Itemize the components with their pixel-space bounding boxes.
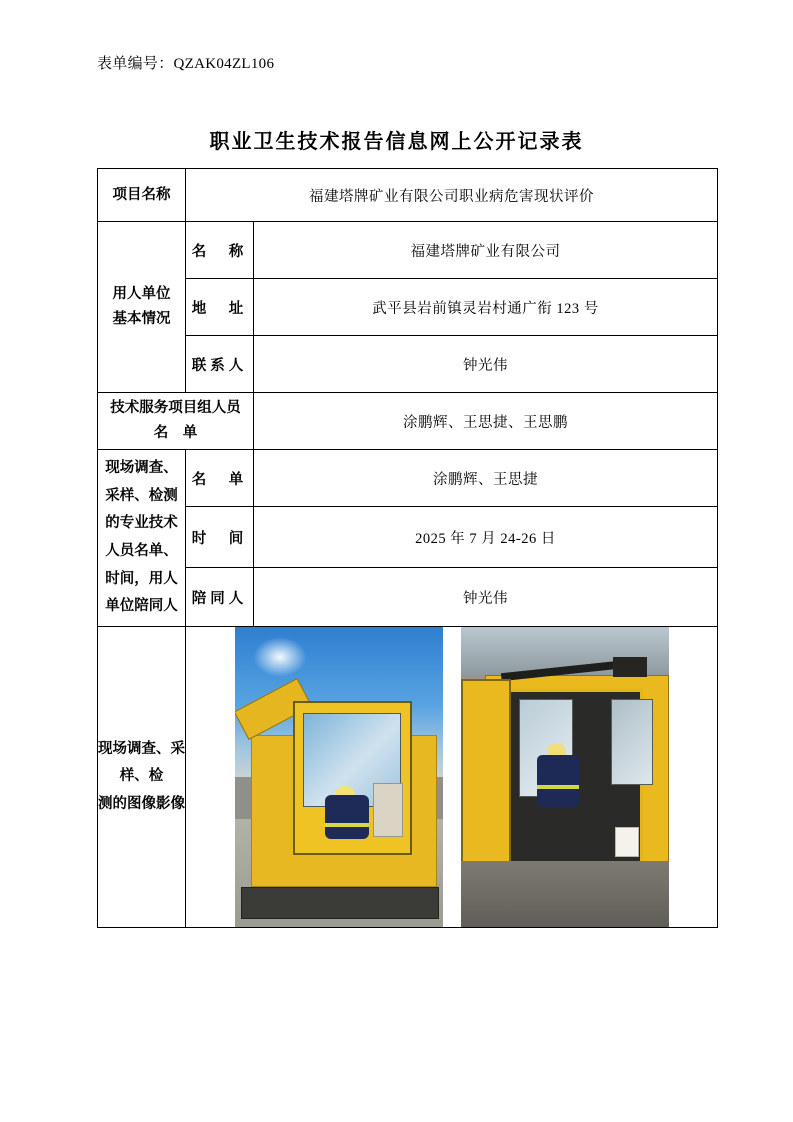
images-label-line1: 现场调查、采样、检	[98, 740, 185, 785]
photo2-cab-window-rear	[611, 699, 653, 785]
project-name-value: 福建塔牌矿业有限公司职业病危害现状评价	[186, 169, 718, 222]
team-label-line1: 技术服务项目组人员	[110, 400, 241, 417]
survey-label-line-5: 时间，用人	[105, 570, 178, 587]
images-label-line2: 测的图像影像	[98, 795, 185, 812]
table-row-employer-name	[98, 222, 718, 279]
employer-contact-value: 钟光伟	[254, 336, 718, 393]
excavator-cab-photo-left	[235, 627, 443, 927]
public-record-table	[97, 168, 718, 928]
employer-address-value: 武平县岩前镇灵岩村通广衔 123 号	[254, 279, 718, 336]
table-row-survey-names	[98, 450, 718, 507]
survey-companion-label: 陪同人	[186, 568, 254, 627]
employer-name-value: 福建塔牌矿业有限公司	[254, 222, 718, 279]
employer-name-label: 名 称	[186, 222, 254, 279]
photo1-operator-seat	[373, 783, 403, 837]
survey-label-line-3: 的专业技术	[105, 515, 178, 532]
table-row-survey-time	[98, 507, 718, 568]
page-title: 职业卫生技术报告信息网上公开记录表	[209, 131, 584, 153]
table-row-employer-contact	[98, 336, 718, 393]
employer-basic-info-label	[98, 222, 186, 393]
survey-label-line-2: 采样、检测	[105, 487, 178, 504]
survey-names-label: 名 单	[186, 450, 254, 507]
images-label	[98, 627, 186, 928]
images-row	[186, 627, 717, 927]
survey-time-label: 时 间	[186, 507, 254, 568]
table-row-images	[98, 627, 718, 928]
photo2-roof-box	[613, 657, 647, 677]
project-name-label: 项目名称	[98, 169, 186, 222]
survey-label-line-6: 单位陪同人	[105, 598, 178, 615]
photo1-excavator-track	[241, 887, 439, 919]
survey-label-line-4: 人员名单、	[105, 543, 178, 559]
photo1-excavator-cab	[293, 701, 412, 855]
photo2-open-cab-door	[461, 679, 511, 867]
images-cell	[186, 627, 718, 928]
team-label	[98, 393, 254, 450]
table-row-team	[98, 393, 718, 450]
team-value: 涂鹏辉、王思捷、王思鹏	[254, 393, 718, 450]
photo1-worker-body	[325, 795, 369, 839]
sun-glare	[253, 637, 307, 677]
employer-label-line2: 基本情况	[112, 311, 171, 327]
photo2-worker-reflective-stripe	[537, 785, 579, 789]
photo2-ground	[461, 861, 669, 927]
survey-time-value: 2025 年 7 月 24-26 日	[254, 507, 718, 568]
form-code: 表单编号：QZAK04ZL106	[97, 56, 275, 72]
excavator-cab-photo-right	[461, 627, 669, 927]
employer-contact-label: 联系人	[186, 336, 254, 393]
survey-companion-value: 钟光伟	[254, 568, 718, 627]
employer-address-label: 地 址	[186, 279, 254, 336]
photo2-warning-label	[615, 827, 639, 857]
photo2-worker-body	[537, 755, 579, 807]
employer-label-line1: 用人单位	[112, 286, 171, 303]
survey-label-line-1: 现场调查、	[105, 460, 178, 477]
table-row-project-name	[98, 169, 718, 222]
table-row-employer-address	[98, 279, 718, 336]
team-label-line2: 名 单	[153, 425, 198, 441]
survey-info-label	[98, 450, 186, 627]
photo1-worker-reflective-stripe	[325, 823, 369, 827]
table-row-survey-companion	[98, 568, 718, 627]
survey-names-value: 涂鹏辉、王思捷	[254, 450, 718, 507]
